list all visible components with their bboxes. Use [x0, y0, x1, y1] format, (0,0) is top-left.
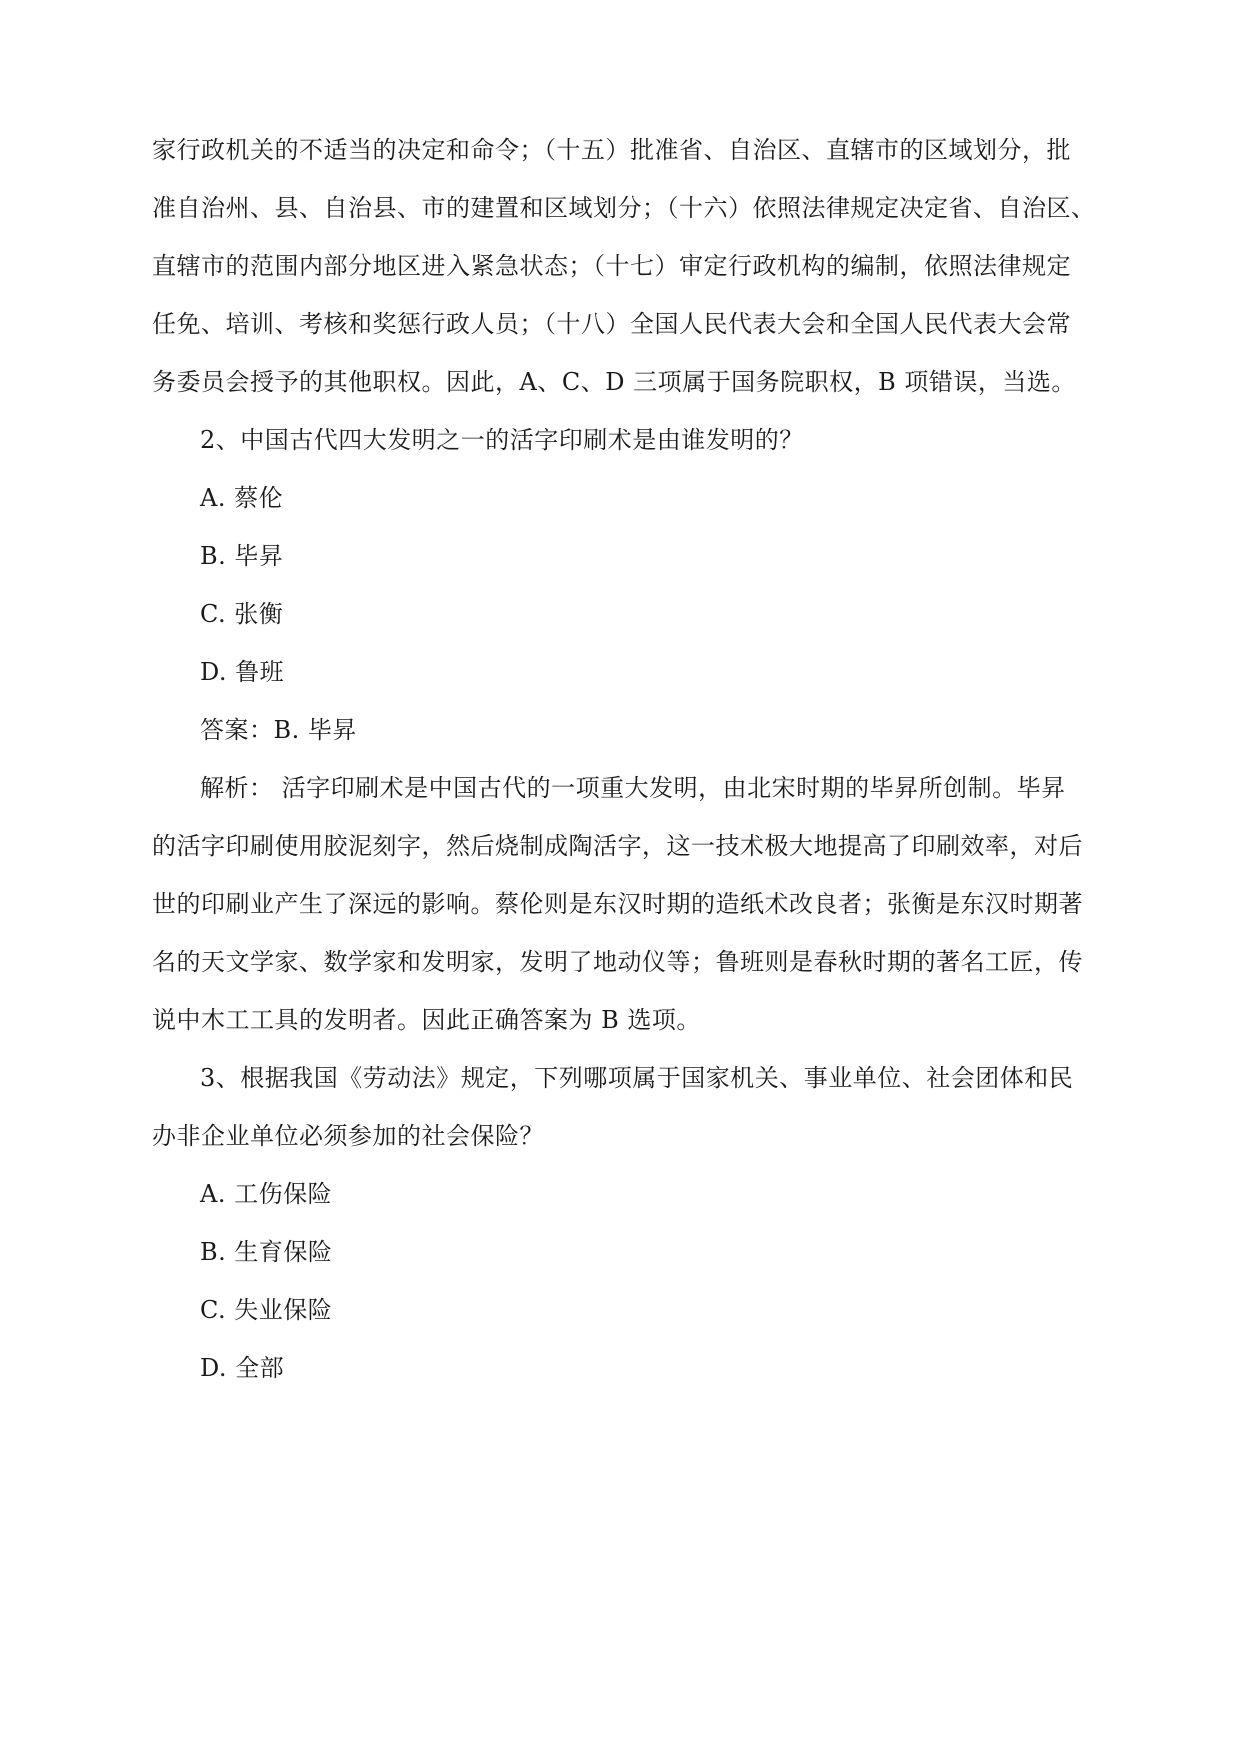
option-d: D. 鲁班: [200, 658, 285, 686]
analysis-line: 说中木工工具的发明者。因此正确答案为 B 选项。: [152, 1006, 701, 1034]
analysis-line: 解析： 活字印刷术是中国古代的一项重大发明，由北宋时期的毕昇所创制。毕昇: [200, 774, 1066, 802]
paragraph-line: 准自治州、县、自治县、市的建置和区域划分；（十六）依照法律规定决定省、自治区、: [152, 194, 1096, 222]
question-text: 3、根据我国《劳动法》规定，下列哪项属于国家机关、事业单位、社会团体和民: [200, 1064, 1074, 1092]
option-b: B. 生育保险: [200, 1238, 333, 1266]
analysis-line: 的活字印刷使用胶泥刻字，然后烧制成陶活字，这一技术极大地提高了印刷效率，对后: [152, 832, 1083, 860]
paragraph-line: 家行政机关的不适当的决定和命令；（十五）批准省、自治区、直辖市的区域划分，批: [152, 136, 1071, 164]
option-c: C. 张衡: [200, 600, 284, 628]
question-text: 2、中国古代四大发明之一的活字印刷术是由谁发明的？: [200, 426, 804, 454]
option-a: A. 蔡伦: [200, 484, 284, 512]
analysis-line: 世的印刷业产生了深远的影响。蔡伦则是东汉时期的造纸术改良者；张衡是东汉时期著: [152, 890, 1083, 918]
paragraph-line: 直辖市的范围内部分地区进入紧急状态；（十七）审定行政机构的编制，依照法律规定: [152, 252, 1071, 280]
answer-line: 答案：B. 毕昇: [200, 716, 357, 744]
paragraph-line: 任免、培训、考核和奖惩行政人员；（十八）全国人民代表大会和全国人民代表大会常: [152, 310, 1071, 338]
analysis-line: 名的天文学家、数学家和发明家，发明了地动仪等；鲁班则是春秋时期的著名工匠，传: [152, 948, 1083, 976]
question-text: 办非企业单位必须参加的社会保险？: [152, 1122, 544, 1150]
paragraph-line: 务委员会授予的其他职权。因此，A、C、D 三项属于国务院职权，B 项错误，当选。: [152, 368, 1076, 396]
option-c: C. 失业保险: [200, 1296, 333, 1324]
option-d: D. 全部: [200, 1354, 285, 1382]
option-b: B. 毕昇: [200, 542, 284, 570]
option-a: A. 工伤保险: [200, 1180, 333, 1208]
